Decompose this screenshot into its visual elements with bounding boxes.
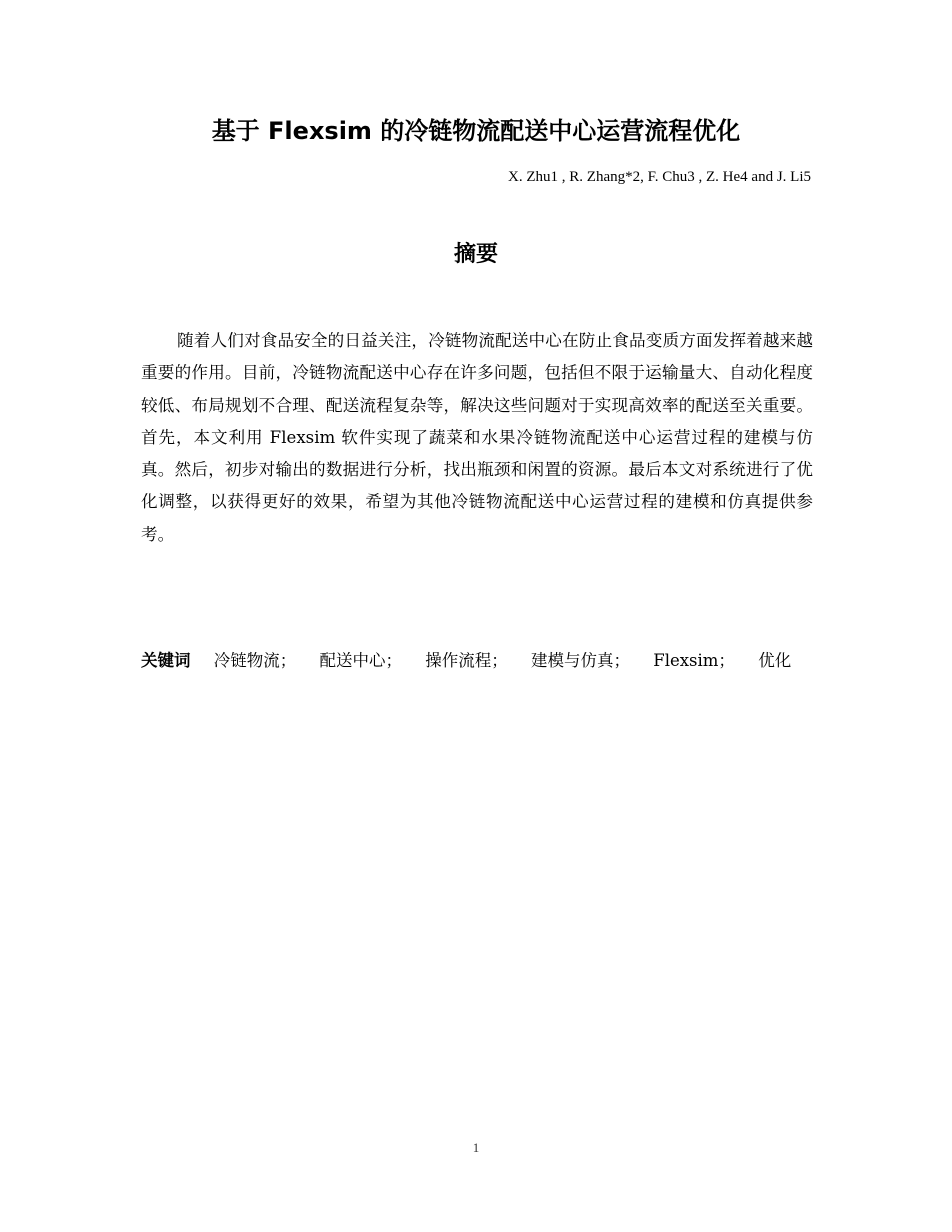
author-list: X. Zhu1 , R. Zhang*2, F. Chu3 , Z. He4 and J. Li5 [508,169,811,185]
keyword-item: Flexsim； [653,651,735,670]
abstract-heading: 摘要 [453,242,498,267]
keywords-line [141,646,791,676]
paper-title: 基于 Flexsim 的冷链物流配送中心运营流程优化 [211,117,741,145]
keyword-item: 优化 [758,651,792,670]
page-number: 1 [472,1140,480,1155]
keyword-item: 配送中心； [319,651,402,670]
keyword-item: 冷链物流； [213,651,297,670]
keyword-item: 建模与仿真； [531,651,630,670]
keywords-label: 关键词 [141,651,191,670]
abstract-paragraph: 随着人们对食品安全的日益关注，冷链物流配送中心在防止食品变质方面发挥着越来越重要的作用。目前，冷链物流配送中心存在许多问题，包括但不限于运输量大、自动化程度较低、布局规划不合理、配送流程复杂等，解决这些问题对于实现高效率的配送至关重要。首先，本文利用 Flexsim 软件实现了蔬菜和水果冷链物流配送中心运营过程的建模与仿真。然后，初步对输出的数据进行分析，找出瓶颈和闲置的资源。最后本文对系统进行了优化调整，以获得更好的效果，希望为其他冷链物流配送中心运营过程的建模和仿真提供参考。 [141,331,813,544]
keyword-item: 操作流程； [425,651,508,670]
